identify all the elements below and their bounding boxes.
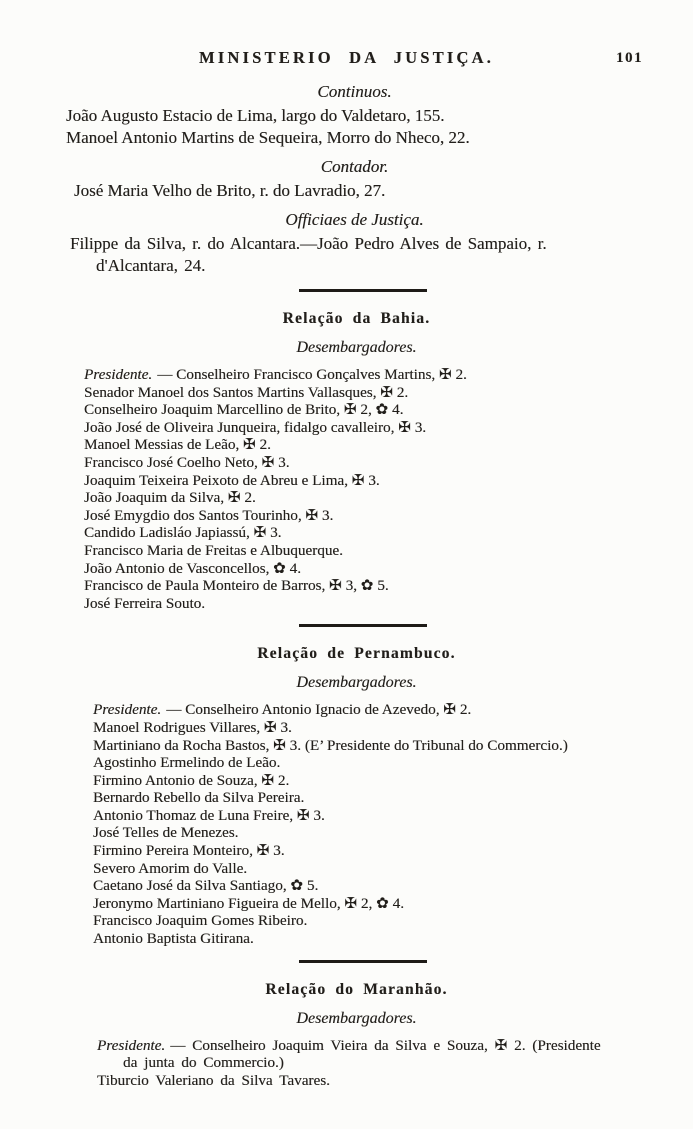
role-heading-officiaes: Officiaes de Justiça. [285,210,424,229]
entry-text: — Conselheiro Francisco Gonçalves Martins, ✠ 2. [157,366,467,383]
entry [70,233,693,277]
entry [84,507,693,525]
entry-text: Agostinho Ermelindo de Leão. [93,754,281,772]
entry [93,701,693,719]
entry-continuation: d'Alcantara, 24. [96,256,206,275]
entry-text: Bernardo Rebello da Silva Pereira. [93,789,305,807]
entry-text: Martiniano da Rocha Bastos, ✠ 3. (E’ Presidente do Tribunal do Commercio.) [93,736,568,754]
entry [84,436,693,454]
entry [93,895,693,913]
page-number: 101 [616,50,643,66]
entry-text: Antonio Baptista Gitirana. [93,930,254,948]
section-divider [299,289,427,292]
section-heading-pernambuco: Relação de Pernambuco. [257,645,456,663]
section-subheading-maranhao: Desembargadores. [296,1009,417,1027]
entry [84,401,693,419]
entry-text: Firmino Antonio de Souza, ✠ 2. [93,771,290,789]
entry-text: João José de Oliveira Junqueira, fidalgo cavalleiro, ✠ 3. [84,418,427,436]
entry-text: Manoel Antonio Martins de Sequeira, Morro do Nheco, 22. [66,128,470,147]
entry-list-pernambuco [0,701,693,947]
entry-text: Manoel Messias de Leão, ✠ 2. [84,436,271,454]
entry [93,877,693,895]
entry-text: Firmino Pereira Monteiro, ✠ 3. [93,842,285,860]
entry-text: José Maria Velho de Brito, r. do Lavradio, 27. [74,181,386,200]
entry-text: Manoel Rodrigues Villares, ✠ 3. [93,718,292,736]
entry-text: Conselheiro Joaquim Marcellino de Brito, ✠ 2, ✿ 4. [84,401,404,419]
entry [84,489,693,507]
entry-text: Severo Amorim do Valle. [93,859,248,877]
section-divider [299,960,427,963]
entry-list-contador [0,180,693,202]
entry-text: Filippe da Silva, r. do Alcantara.—João Pedro Alves de Sampaio, r. [70,234,547,253]
entry [93,789,693,807]
entry [93,824,693,842]
entry [66,105,693,127]
entry-list-officiaes [0,233,693,277]
entry [84,577,693,595]
entry-text: Francisco de Paula Monteiro de Barros, ✠ 3, ✿ 5. [84,577,389,595]
role-heading-continuos: Continuos. [317,82,392,101]
entry-text: — Conselheiro Antonio Ignacio de Azevedo, ✠ 2. [166,701,472,719]
entry-list-continuos [0,105,693,149]
entry [93,719,693,737]
entry-text: João Augusto Estacio de Lima, largo do Valdetaro, 155. [66,106,445,125]
entry-text: Francisco José Coelho Neto, ✠ 3. [84,453,290,471]
entry [93,912,693,930]
entry [97,1072,693,1090]
entry-text: João Antonio de Vasconcellos, ✿ 4. [84,559,302,577]
entry-text: Caetano José da Silva Santiago, ✿ 5. [93,877,319,895]
entry [93,860,693,878]
entry [84,542,693,560]
entry-role-prefix: Presidente. [84,366,153,383]
entry-role-prefix: Presidente. [93,701,162,719]
entry [84,366,693,384]
entry [84,384,693,402]
entry [93,772,693,790]
entry [74,180,693,202]
entry [97,1037,693,1072]
section-divider [299,624,427,627]
entry-text: Francisco Maria de Freitas e Albuquerque. [84,541,343,559]
entry-text: José Emygdio dos Santos Tourinho, ✠ 3. [84,506,334,524]
section-subheading-pernambuco: Desembargadores. [296,674,417,692]
entry-text: Senador Manoel dos Santos Martins Vallasques, ✠ 2. [84,383,409,401]
entry [84,454,693,472]
entry [93,807,693,825]
entry-text: João Joaquim da Silva, ✠ 2. [84,489,256,507]
running-head [0,0,693,68]
entry [84,595,693,613]
entry-list-maranhao [0,1037,693,1090]
entry [84,560,693,578]
entry [93,930,693,948]
section-heading-bahia: Relação da Bahia. [282,310,431,327]
entry-text: Francisco Joaquim Gomes Ribeiro. [93,912,308,930]
entry [66,127,693,149]
entry-list-bahia [0,366,693,612]
entry-role-prefix: Presidente. [97,1036,166,1054]
entry-text: — Conselheiro Joaquim Vieira da Silva e Souza, ✠ 2. (Presidente [170,1036,601,1054]
entry-text: Tiburcio Valeriano da Silva Tavares. [97,1071,330,1089]
entry-continuation: da junta do Commercio.) [123,1054,284,1072]
entry-text: Antonio Thomaz de Luna Freire, ✠ 3. [93,806,325,824]
entry [93,737,693,755]
entry [84,472,693,490]
entry-text: Joaquim Teixeira Peixoto de Abreu e Lima, ✠ 3. [84,471,380,489]
entry [93,842,693,860]
page-title: MINISTERIO DA JUSTIÇA. [199,48,494,67]
section-heading-maranhao: Relação do Maranhão. [265,980,448,998]
entry-text: Jeronymo Martiniano Figueira de Mello, ✠ 2, ✿ 4. [93,894,405,912]
entry-text: José Telles de Menezes. [93,824,239,842]
entry [84,419,693,437]
section-subheading-bahia: Desembargadores. [296,339,417,356]
entry [84,524,693,542]
entry-text: Candido Ladisláo Japiassú, ✠ 3. [84,524,282,542]
entry-text: José Ferreira Souto. [84,594,206,612]
entry [93,754,693,772]
role-heading-contador: Contador. [320,157,389,176]
